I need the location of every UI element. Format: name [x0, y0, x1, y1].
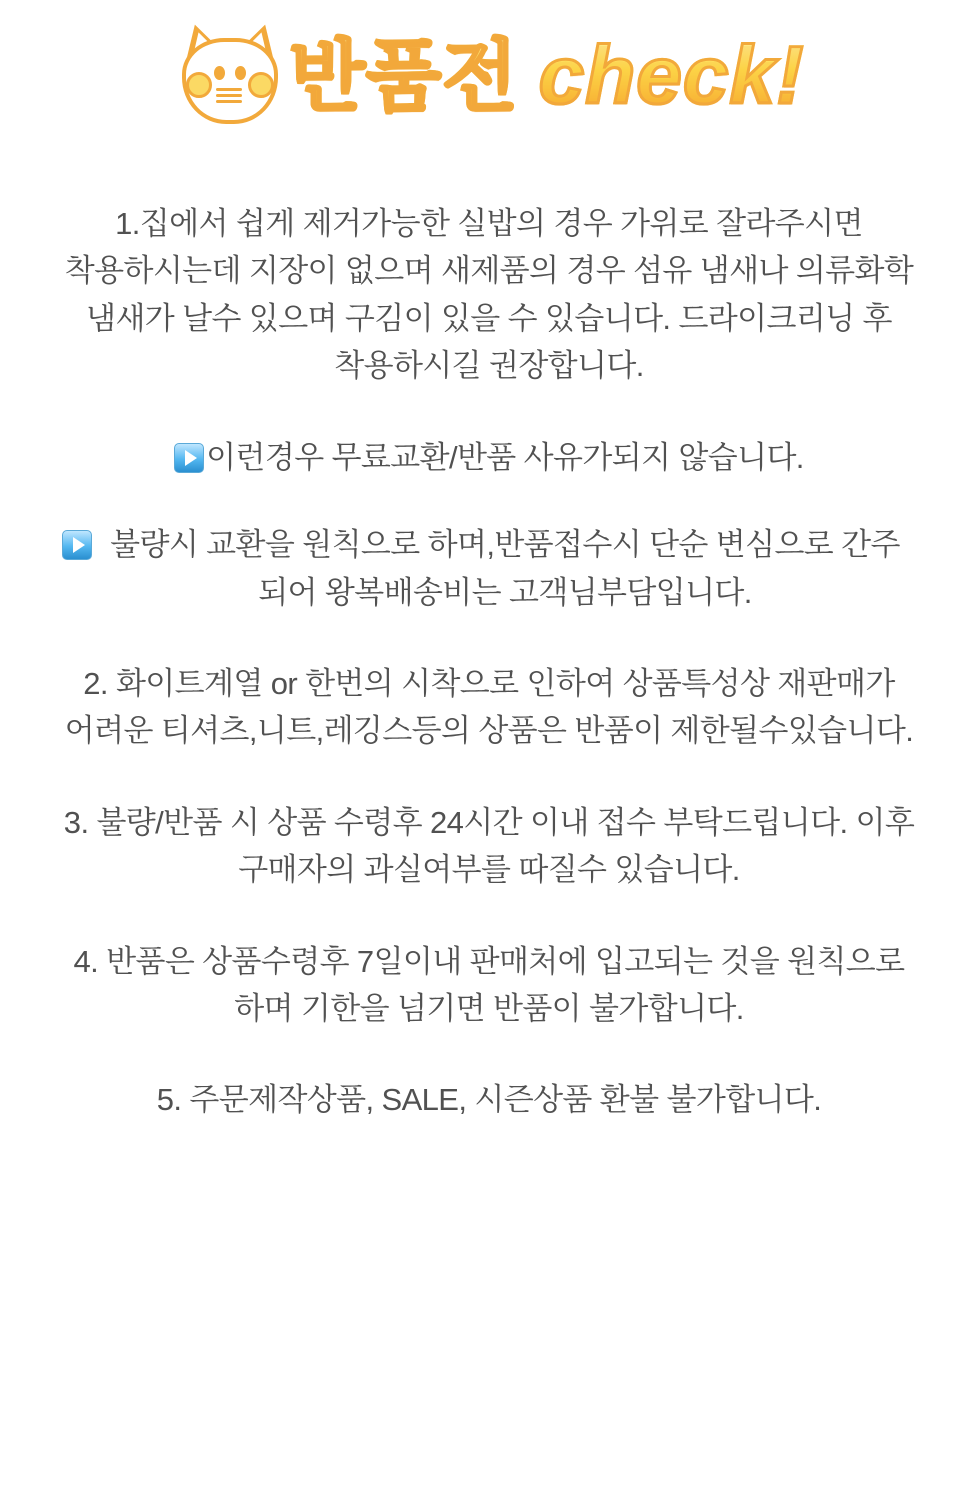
notice-item: 5. 주문제작상품, SALE, 시즌상품 환불 불가합니다. — [156, 1082, 822, 1118]
page-title-english: check! — [538, 30, 805, 121]
title-row — [174, 22, 805, 130]
cat-eye-left-icon — [214, 66, 225, 80]
notice-item: 2. 화이트계열 or 한번의 시착으로 인하여 상품특성상 재판매가 어려운 티셔츠,니트,레깅스등의 상품은 반품이 제한될수있습니다. — [64, 665, 914, 749]
page-title-korean: 반품전 — [289, 32, 519, 120]
play-arrow-icon — [62, 530, 92, 560]
notice-item: 4. 반품은 상품수령후 7일이내 판매처에 입고되는 것을 원칙으로 하며 기한을 넘기면 반품이 불가합니다. — [73, 943, 905, 1027]
page-header — [0, 0, 978, 200]
notice-item: 3. 불량/반품 시 상품 수령후 24시간 이내 접수 부탁드립니다. 이후 구매자의 과실여부를 따질수 있습니다. — [63, 804, 915, 888]
cat-face-icon — [174, 22, 286, 130]
notice-item-label: 이런경우 무료교환/반품 사유가되지 않습니다. — [206, 439, 804, 475]
cat-cheek-left-icon — [186, 72, 212, 98]
play-arrow-icon — [174, 443, 204, 473]
cat-cheek-right-icon — [248, 72, 274, 98]
notice-item — [62, 434, 916, 481]
notice-item — [62, 521, 916, 616]
notice-list — [0, 200, 978, 1124]
cat-eye-right-icon — [235, 66, 246, 80]
notice-item-label: 불량시 교환을 원칙으로 하며,반품접수시 단순 변심으로 간주 되어 왕복배송비는 고객님부담입니다. — [110, 527, 900, 610]
notice-item: 1.집에서 쉽게 제거가능한 실밥의 경우 가위로 잘라주시면 착용하시는데 지장이 없으며 새제품의 경우 섬유 냄새나 의류화학 냄새가 날수 있으며 구김이 있을 수 있습니다. 드라이크리닝 후 착용하시길 권장합니다. — [64, 206, 914, 384]
cat-mouth-icon — [216, 88, 242, 101]
